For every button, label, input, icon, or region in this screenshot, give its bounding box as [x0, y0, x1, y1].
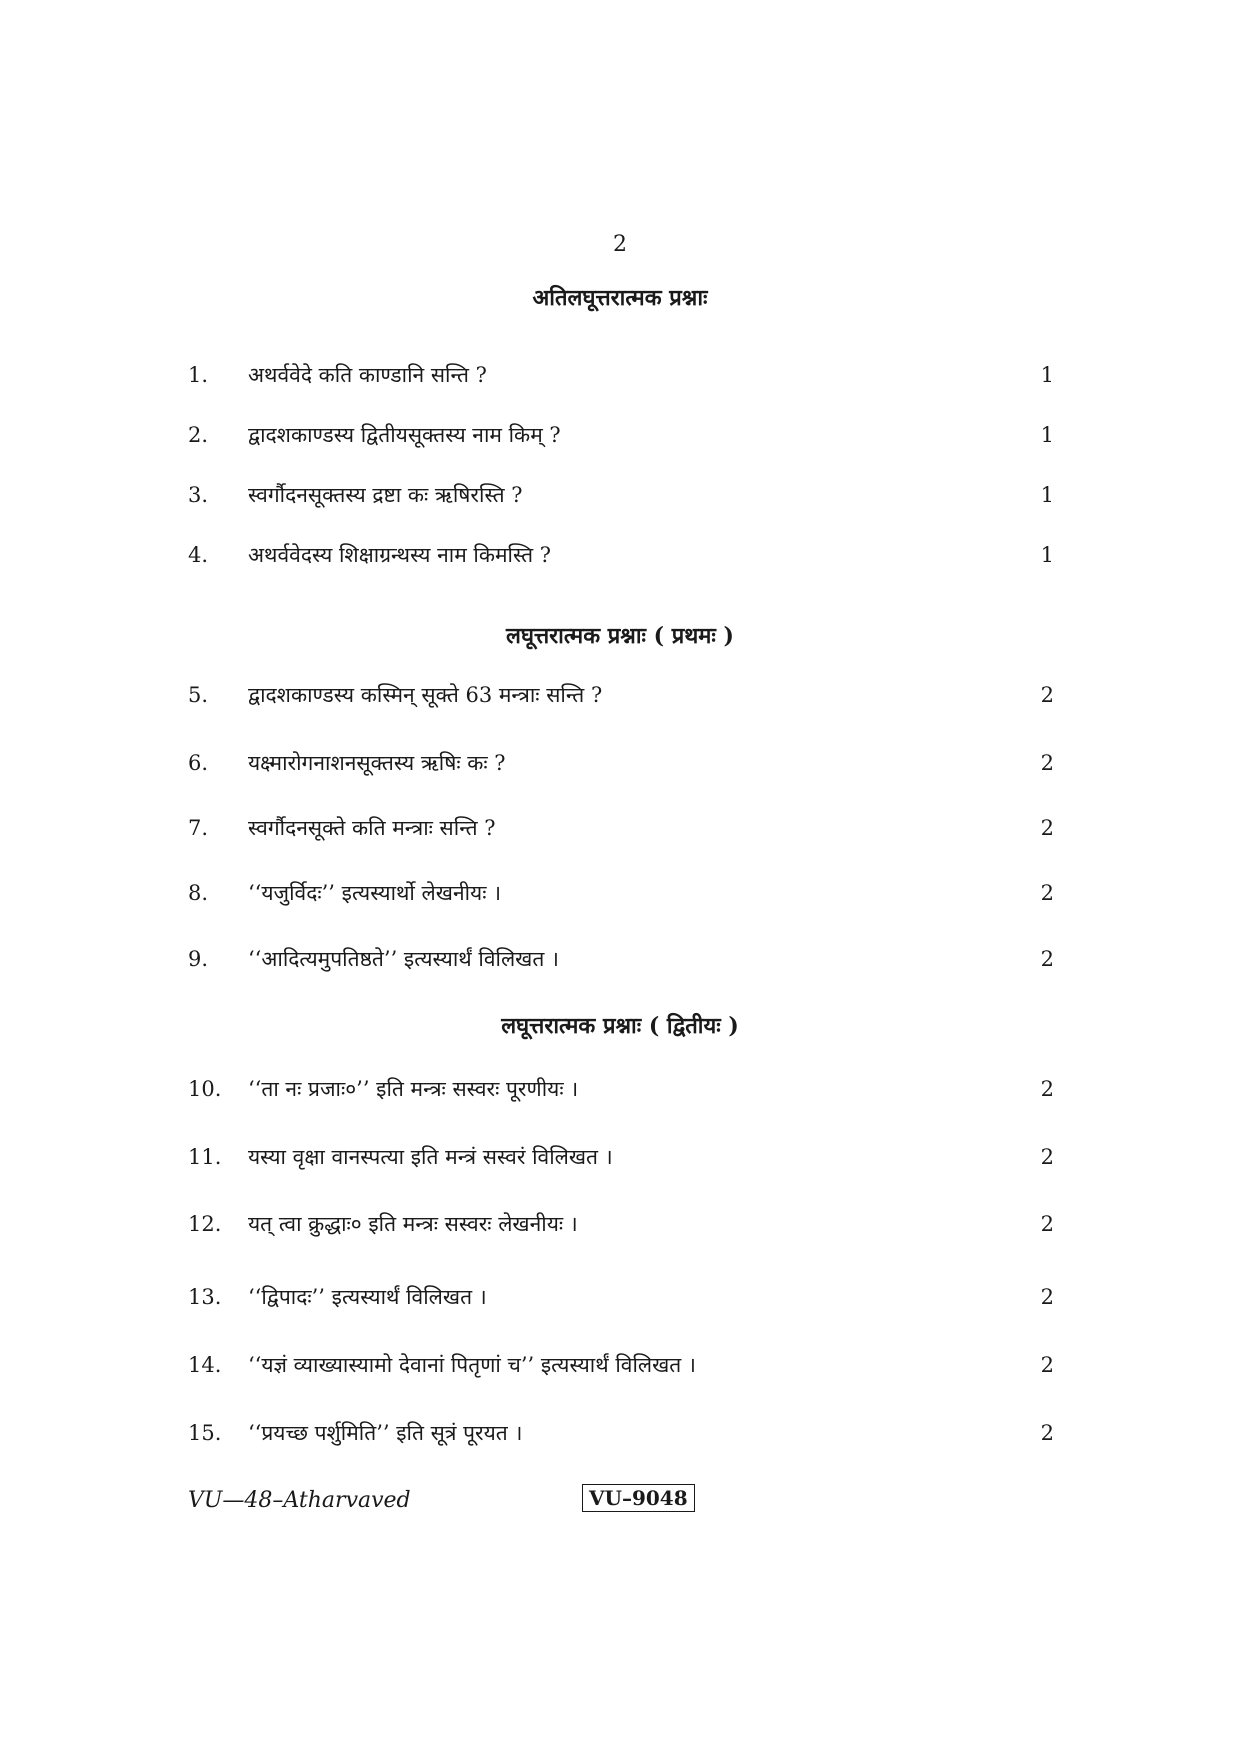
question-text: ‘‘यजुर्विदः’’ इत्यस्यार्थो लेखनीयः । [248, 881, 502, 905]
footer-paper-title: VU—48–Atharvaved [188, 1488, 411, 1513]
question-row [188, 1207, 1054, 1241]
question-number: 7. [188, 816, 209, 840]
footer-paper-code: VU–9048 [582, 1484, 695, 1512]
question-number: 5. [188, 683, 209, 707]
section-heading-short-first: लघूत्तरात्मक प्रश्नाः ( प्रथमः ) [506, 623, 734, 649]
question-number: 2. [188, 423, 209, 447]
question-row [188, 1072, 1054, 1106]
question-text: स्वर्गौदनसूक्तस्य द्रष्टा कः ऋषिरस्ति ? [248, 483, 523, 507]
question-row [188, 358, 1054, 392]
question-text: ‘‘यज्ञं व्याख्यास्यामो देवानां पितृणां च’’ इत्यस्यार्थं विलिखत । [248, 1353, 696, 1377]
question-text: ‘‘आदित्यमुपतिष्ठते’’ इत्यस्यार्थं विलिखत । [248, 947, 559, 971]
question-row [188, 478, 1054, 512]
page-number: 2 [613, 232, 627, 257]
question-text: अथर्ववेदे कति काण्डानि सन्ति ? [248, 363, 487, 387]
question-row [188, 1416, 1054, 1450]
question-number: 11. [188, 1145, 222, 1169]
question-text: स्वर्गौदनसूक्ते कति मन्त्राः सन्ति ? [248, 816, 496, 840]
question-marks: 2 [1040, 1421, 1054, 1445]
question-marks: 2 [1040, 1285, 1054, 1309]
question-marks: 2 [1040, 751, 1054, 775]
question-text: ‘‘प्रयच्छ पर्शुमिति’’ इति सूत्रं पूरयत । [248, 1421, 523, 1445]
question-number: 1. [188, 363, 209, 387]
question-text: अथर्ववेदस्य शिक्षाग्रन्थस्य नाम किमस्ति ? [248, 543, 552, 567]
section-heading-very-short: अतिलघूत्तरात्मक प्रश्नाः [532, 285, 708, 311]
question-marks: 2 [1040, 1212, 1054, 1236]
question-marks: 2 [1040, 683, 1054, 707]
question-number: 15. [188, 1421, 222, 1445]
question-number: 14. [188, 1353, 222, 1377]
question-row [188, 942, 1054, 976]
section-heading-short-second: लघूत्तरात्मक प्रश्नाः ( द्वितीयः ) [501, 1013, 739, 1039]
question-number: 12. [188, 1212, 222, 1236]
question-text: यस्या वृक्षा वानस्पत्या इति मन्त्रं सस्वरं विलिखत । [248, 1145, 613, 1169]
question-marks: 1 [1040, 423, 1054, 447]
question-number: 13. [188, 1285, 222, 1309]
question-marks: 2 [1040, 881, 1054, 905]
question-marks: 2 [1040, 1077, 1054, 1101]
question-marks: 2 [1040, 1353, 1054, 1377]
question-row [188, 811, 1054, 845]
question-number: 10. [188, 1077, 222, 1101]
question-marks: 2 [1040, 1145, 1054, 1169]
question-row [188, 1280, 1054, 1314]
question-text: ‘‘द्विपादः’’ इत्यस्यार्थं विलिखत । [248, 1285, 487, 1309]
question-marks: 1 [1040, 543, 1054, 567]
question-row [188, 876, 1054, 910]
question-number: 4. [188, 543, 209, 567]
question-marks: 2 [1040, 947, 1054, 971]
question-text: द्वादशकाण्डस्य द्वितीयसूक्तस्य नाम किम् ? [248, 423, 561, 447]
question-row [188, 678, 1054, 712]
question-text: यक्ष्मारोगनाशनसूक्तस्य ऋषिः कः ? [248, 751, 506, 775]
question-row [188, 1348, 1054, 1382]
question-text: ‘‘ता नः प्रजाः०’’ इति मन्त्रः सस्वरः पूरणीयः । [248, 1077, 579, 1101]
question-number: 8. [188, 881, 209, 905]
question-marks: 1 [1040, 483, 1054, 507]
question-marks: 1 [1040, 363, 1054, 387]
question-row [188, 538, 1054, 572]
question-number: 6. [188, 751, 209, 775]
question-row [188, 746, 1054, 780]
question-marks: 2 [1040, 816, 1054, 840]
question-number: 3. [188, 483, 209, 507]
question-number: 9. [188, 947, 209, 971]
question-row [188, 418, 1054, 452]
question-text: द्वादशकाण्डस्य कस्मिन् सूक्ते 63 मन्त्राः सन्ति ? [248, 683, 603, 707]
question-text: यत् त्वा क्रुद्धाः० इति मन्त्रः सस्वरः लेखनीयः । [248, 1212, 578, 1236]
question-row [188, 1140, 1054, 1174]
